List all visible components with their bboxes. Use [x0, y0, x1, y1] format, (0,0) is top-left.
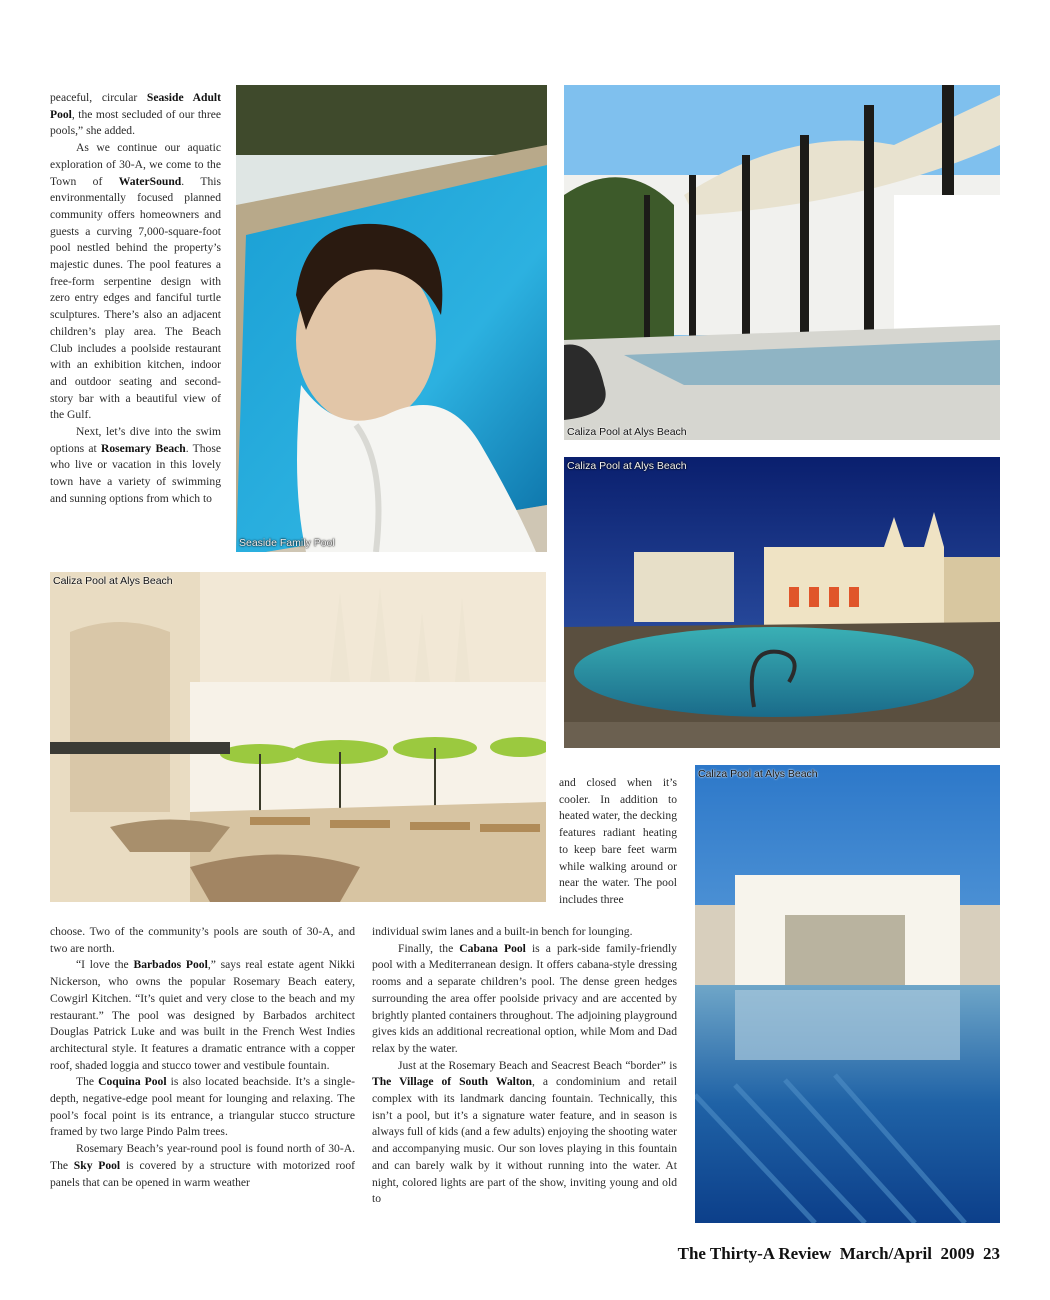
page-number: 23 [983, 1244, 1000, 1263]
paragraph: Rosemary Beach’s year-round pool is found north of 30-A. The Sky Pool is covered by a structure with motorized roof panels that can be opened in warm weather [50, 1142, 355, 1189]
issue-date: March/April [839, 1244, 932, 1263]
photo-caption: Caliza Pool at Alys Beach [698, 768, 818, 780]
article-column-1b [50, 924, 355, 1191]
photo-caliza-reflection [695, 765, 1000, 1223]
paragraph: Next, let’s dive into the swim options at Rosemary Beach. Those who live or vacation in this lovely town have a variety of swimming and sunning options from which to [50, 425, 221, 505]
paragraph: individual swim lanes and a built-in bench for lounging. [372, 925, 633, 938]
photo-caption: Caliza Pool at Alys Beach [53, 575, 173, 587]
photo-caliza-fountain [50, 572, 546, 902]
night-pool-image [564, 457, 1000, 748]
photo-caption: Caliza Pool at Alys Beach [567, 426, 687, 438]
photo-caption: Seaside Family Pool [239, 537, 335, 549]
paragraph: Finally, the Cabana Pool is a park-side family-friendly pool with a Mediterranean design. It offers cabana-style dressing rooms and a separate children’s pool. The dense green hedges surrounding the area offer poolside privacy and are accented by brightly planted containers throughout. The adjoining playground gives kids an additional recreational option, while Mom and Dad relax by the water. [372, 941, 677, 1055]
paragraph: Just at the Rosemary Beach and Seacrest Beach “border” is The Village of South Walton, a condominium and retail complex with its landmark dancing fountain. Technically, this isn’t a pool, but it’s a signature water feature, and in season is always full of kids (and a few adults) enjoying the shooting water and accompanying music. Our son loves playing in this fountain and can barely walk by it without running into the water. At night, colored lights are part of the show, inviting young and old to [372, 1058, 677, 1206]
issue-year: 2009 [940, 1244, 975, 1263]
paragraph: The Coquina Pool is also located beachside. It’s a single-depth, negative-edge pool meant for lounging and relaxing. The pool’s focal point is its entrance, a triangular stucco structure framed by two large Pindo Palm trees. [50, 1075, 356, 1139]
publication-name: The Thirty-A Review [677, 1244, 832, 1263]
article-column-2a [559, 775, 677, 909]
reflection-pool-image [695, 765, 1000, 1223]
paragraph: “I love the Barbados Pool,” says real estate agent Nikki Nickerson, who owns the popular Rosemary Beach eatery, Cowgirl Kitchen. “It’s quiet and very close to the beach and my restaurant.” The pool was designed by Barbados architect Douglas Patrick Luke and was built in the French West Indies architectural style. It features a dramatic entrance with a copper roof, shaded loggia and stucco tower and vestibule fountain. [50, 958, 355, 1072]
photo-caliza-night [564, 457, 1000, 748]
boy-towel-image [236, 85, 547, 552]
photo-seaside-family-pool [236, 85, 547, 552]
canopy-pool-image [564, 85, 1000, 440]
article-column-1 [50, 90, 221, 508]
page-footer [678, 1244, 1000, 1264]
paragraph: choose. Two of the community’s pools are south of 30-A, and two are north. [50, 925, 355, 955]
fountain-umbrellas-image [50, 572, 546, 902]
photo-caliza-canopy [564, 85, 1000, 440]
paragraph: peaceful, circular Seaside Adult Pool, the most secluded of our three pools,” she added. [50, 91, 222, 138]
article-column-2b [372, 924, 677, 1208]
photo-caption: Caliza Pool at Alys Beach [567, 460, 687, 472]
paragraph: As we continue our aquatic exploration of 30-A, we come to the Town of WaterSound. This environmentally focused planned community offers homeowners and guests a curving 7,000-square-foot pool nestled behind the property’s majestic dunes. The pool features a free-form serpentine design with zero entry edges and fanciful turtle sculptures. There’s also an adjacent children’s play area. The Beach Club includes a poolside restaurant with an exhibition kitchen, indoor and outdoor seating and second-story bar with a beautiful view of the Gulf. [50, 141, 221, 422]
paragraph: and closed when it’s cooler. In addition to heated water, the decking features radiant heating to keep bare feet warm while walking around or near the water. The pool includes three [559, 776, 677, 906]
